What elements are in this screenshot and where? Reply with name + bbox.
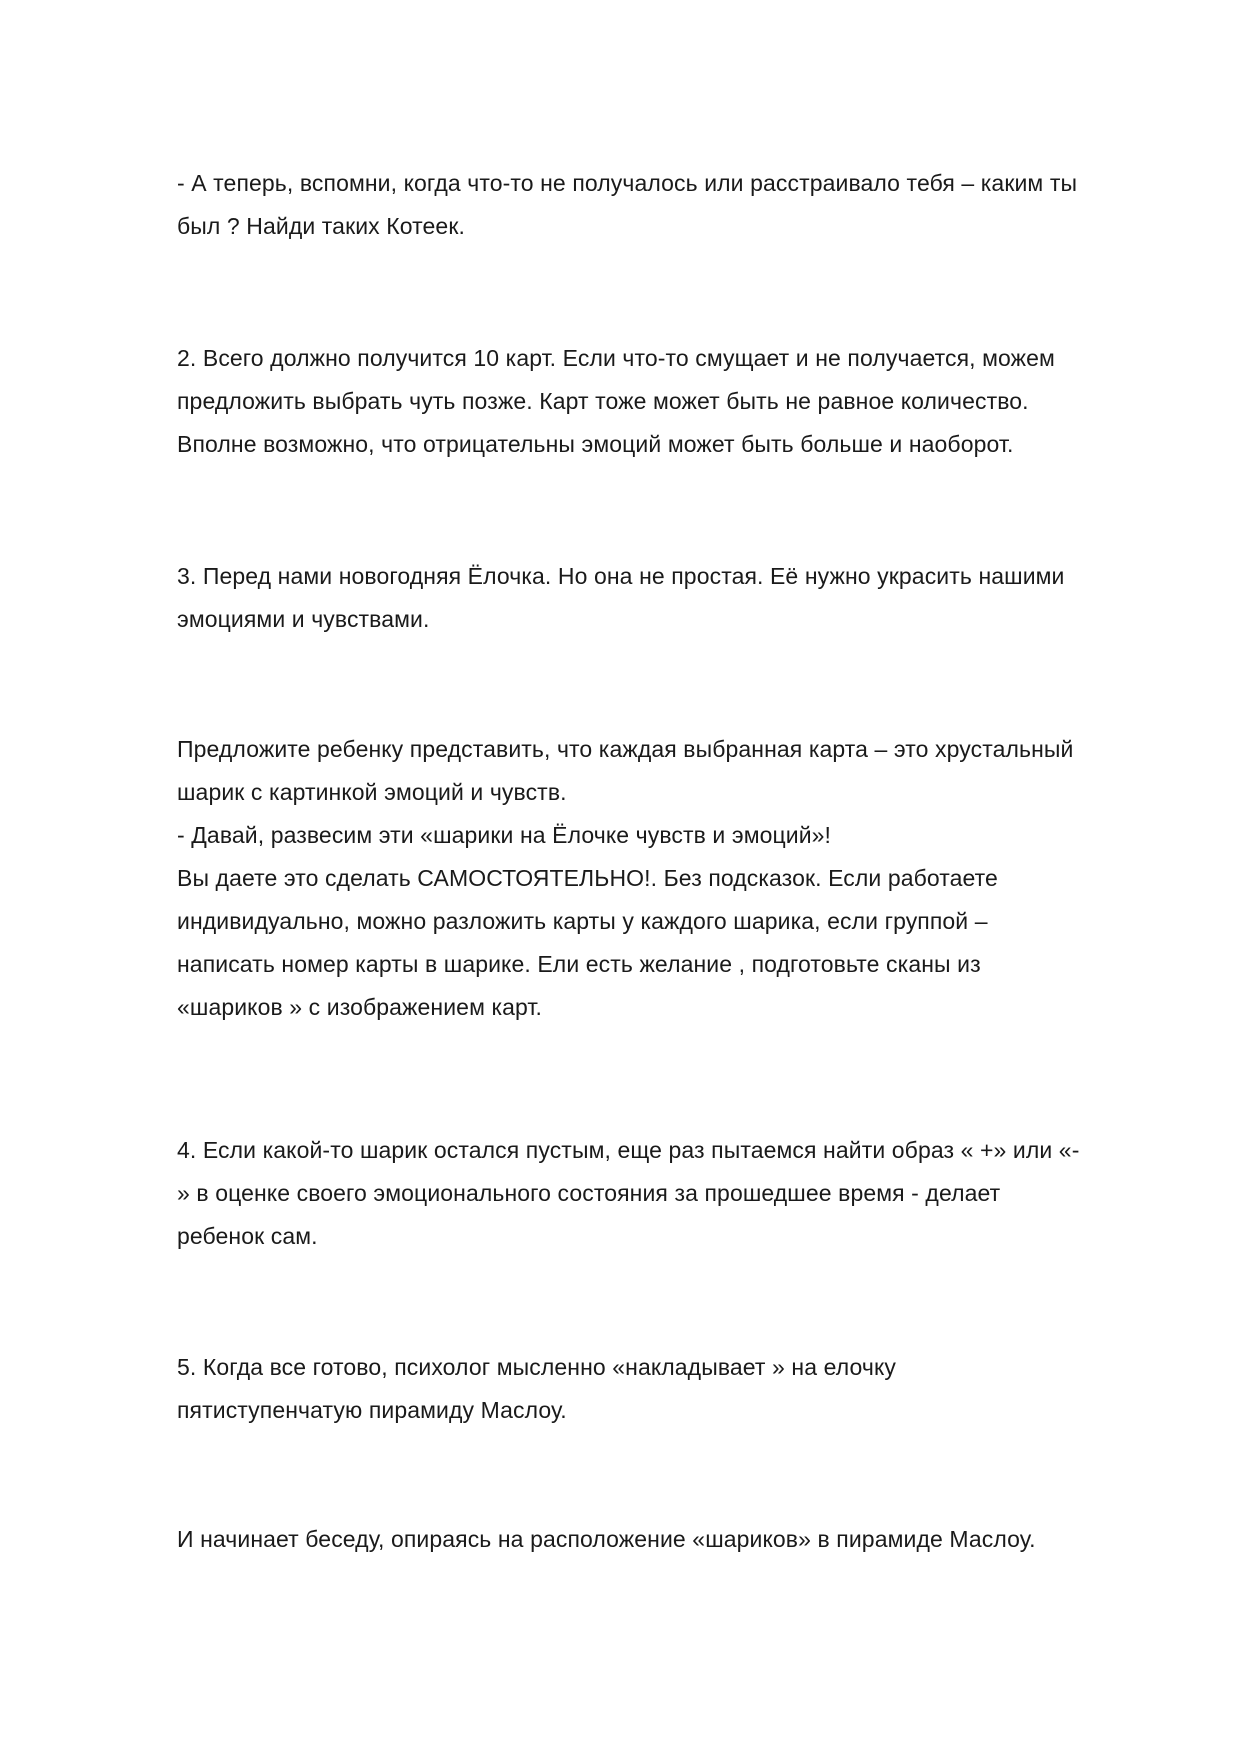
paragraph-step-2: 2. Всего должно получится 10 карт. Если что-то смущает и не получается, можем предложить выбрать чуть позже. Карт тоже может быть не равное количество. Вполне возможно, что отрицательны эмоций может быть больше и наоборот. (177, 345, 1055, 457)
paragraph-step-3: 3. Перед нами новогодняя Ёлочка. Но она не простая. Её нужно украсить нашими эмоциями и чувствами. (177, 563, 1065, 632)
paragraph-step-4: 4. Если какой-то шарик остался пустым, еще раз пытаемся найти образ « +» или «- » в оценке своего эмоционального состояния за прошедшее время - делает ребенок сам. (177, 1137, 1080, 1249)
paragraph-intro-question: - А теперь, вспомни, когда что-то не получалось или расстраивало тебя – каким ты был ? Найди таких Котеек. (177, 170, 1078, 239)
paragraph-conclusion: И начинает беседу, опираясь на расположение «шариков» в пирамиде Маслоу. (177, 1526, 1036, 1552)
paragraph-step-5: 5. Когда все готово, психолог мысленно «накладывает » на елочку пятиступенчатую пирамиду Маслоу. (177, 1354, 896, 1423)
paragraph-instructions: Предложите ребенку представить, что каждая выбранная карта – это хрустальный шарик с картинкой эмоций и чувств. - Давай, развесим эти «шарики на Ёлочке чувств и эмоций»! Вы даете это сделать САМОСТОЯТЕЛЬНО!. Без подсказок. Если работаете индивидуально, можно разложить карты у каждого шарика, если группой – написать номер карты в шарике. Ели есть желание , подготовьте сканы из «шариков » с изображением карт. (177, 736, 1074, 1020)
